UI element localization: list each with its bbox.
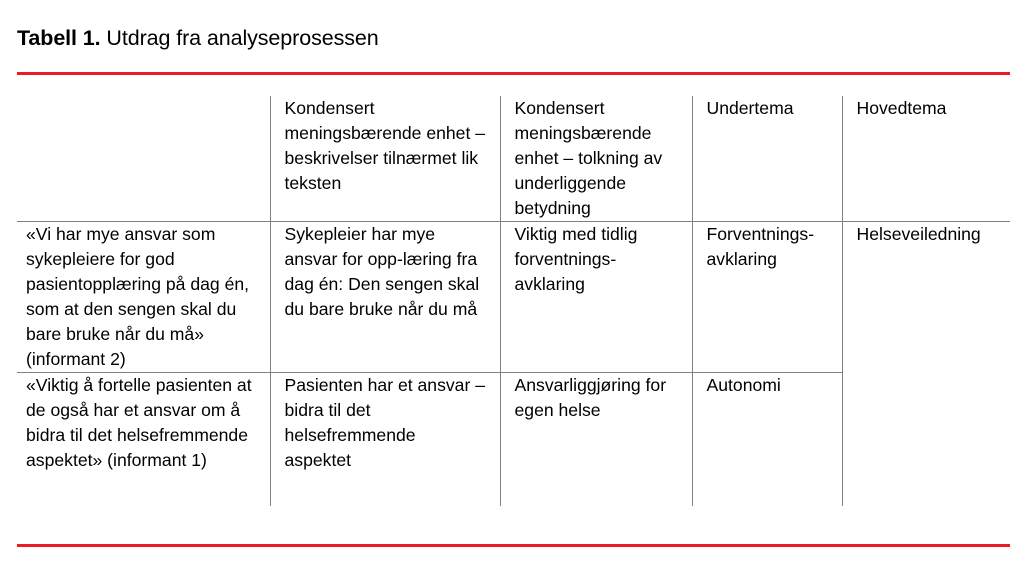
cell-kondensert-beskrivelser-row2: Pasienten har et ansvar – bidra til det helsefremmende aspektet xyxy=(270,373,500,507)
cell-kondensert-tolkning-row1: Viktig med tidlig forventnings-avklaring xyxy=(500,222,692,373)
table-header-row xyxy=(17,96,1010,222)
cell-quote-row2: «Viktig å fortelle pasienten at de også har et ansvar om å bidra til det helsefremmende aspektet» (informant 1) xyxy=(26,375,252,470)
analysis-table xyxy=(17,96,1010,506)
table-caption-text: Utdrag fra analyseprosessen xyxy=(100,26,379,50)
table-body xyxy=(17,222,1010,507)
column-header-kondensert-tolkning: Kondensert meningsbærende enhet – tolkning av underliggende betydning xyxy=(500,96,692,222)
column-header-undertema: Undertema xyxy=(692,96,842,222)
table-row xyxy=(17,222,1010,373)
cell-undertema-row2: Autonomi xyxy=(692,373,842,507)
table-caption-label: Tabell 1. xyxy=(17,26,101,50)
cell-kondensert-tolkning-row2: Ansvarliggjøring for egen helse xyxy=(500,373,692,507)
cell-hovedtema-merged: Helseveiledning xyxy=(842,222,1010,507)
analysis-table-container xyxy=(17,96,1010,506)
column-header-quote xyxy=(17,96,270,222)
column-header-hovedtema: Hovedtema xyxy=(842,96,1010,222)
top-red-rule xyxy=(17,72,1010,75)
cell-kondensert-beskrivelser-row1: Sykepleier har mye ansvar for opp-læring fra dag én: Den sengen skal du bare bruke når du må xyxy=(270,222,500,373)
cell-quote-row1: «Vi har mye ansvar som sykepleiere for god pasientopplæring på dag én, som at den sengen skal du bare bruke når du må» (informant 2) xyxy=(17,222,270,373)
column-header-kondensert-beskrivelser: Kondensert meningsbærende enhet – beskrivelser tilnærmet lik teksten xyxy=(270,96,500,222)
table-header xyxy=(17,96,1010,222)
cell-undertema-row1: Forventnings-avklaring xyxy=(692,222,842,373)
bottom-red-rule xyxy=(17,544,1010,547)
table-caption xyxy=(17,24,379,52)
